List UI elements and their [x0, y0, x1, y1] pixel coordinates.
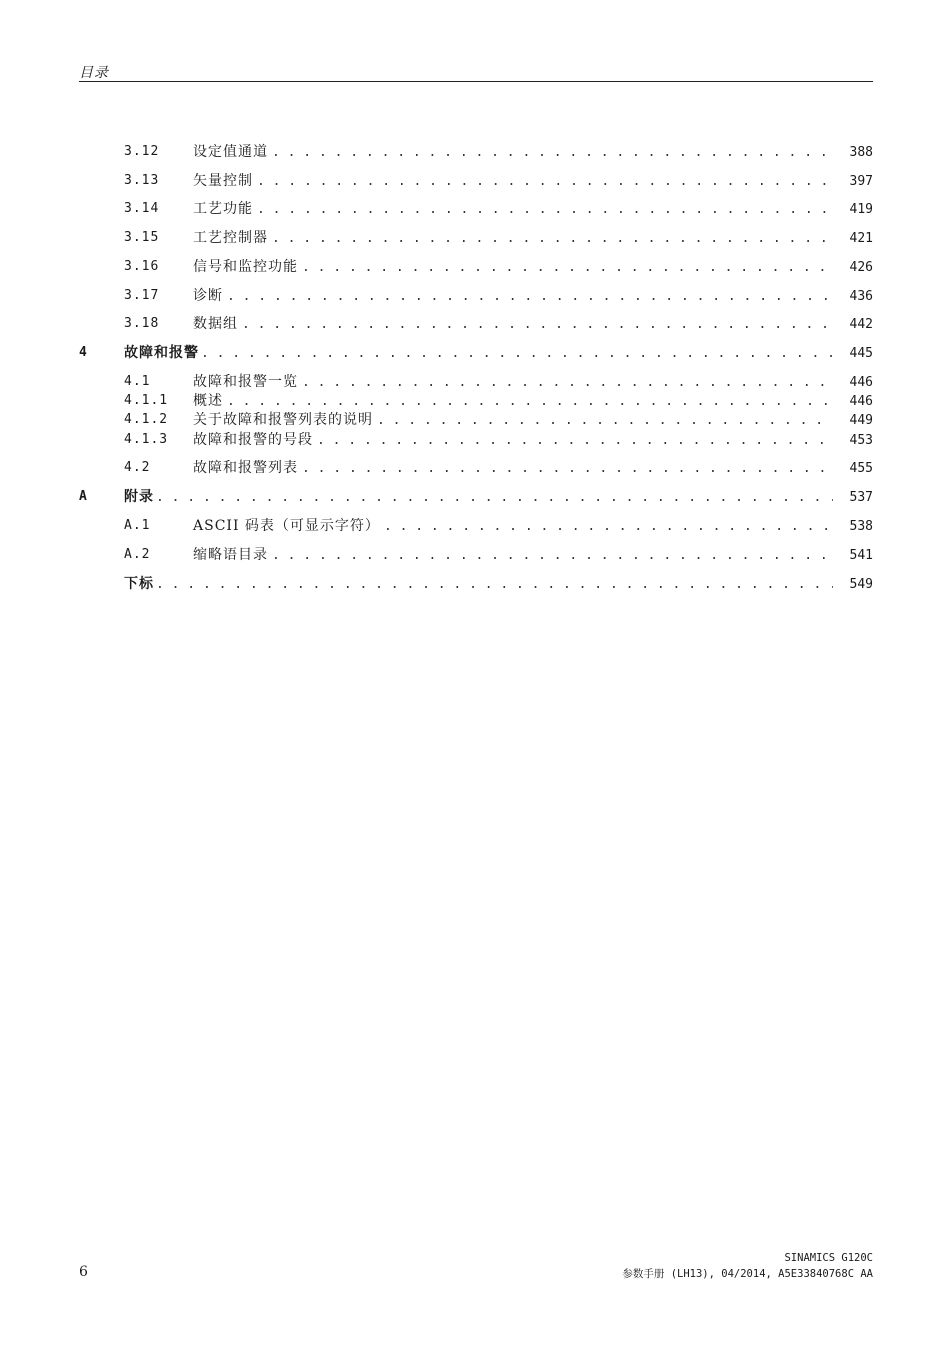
dot-leader — [302, 258, 833, 278]
dot-leader — [257, 172, 833, 192]
toc-entry-title: 设定值通道 — [193, 142, 272, 162]
toc-entry[interactable] — [79, 314, 873, 334]
toc-entry-page: 549 — [849, 577, 873, 592]
dot-leader — [302, 373, 833, 393]
toc-chapter-entry[interactable] — [79, 487, 873, 507]
toc-entry-page: 537 — [849, 490, 873, 505]
dot-leader — [156, 575, 833, 595]
toc-entry-number: 3.17 — [124, 288, 160, 303]
toc-index-title: 下标 — [124, 576, 154, 592]
toc-chapter-number: A — [79, 489, 88, 504]
dot-leader — [272, 143, 833, 163]
toc-entry-number: 3.16 — [124, 259, 160, 274]
toc-entry-number: 4.1.3 — [124, 432, 169, 447]
toc-entry-number: 3.14 — [124, 201, 160, 216]
dot-leader — [272, 229, 833, 249]
toc-entry-title: 信号和监控功能 — [193, 257, 302, 277]
toc-entry[interactable] — [79, 458, 873, 478]
toc-entry-number: A.1 — [124, 518, 151, 533]
toc-entry-title: 工艺功能 — [193, 199, 257, 219]
toc-entry-page: 388 — [849, 145, 873, 160]
toc-entry-number: 3.13 — [124, 173, 160, 188]
toc-entry[interactable] — [79, 410, 873, 430]
dot-leader — [201, 344, 833, 364]
toc-entry-page: 541 — [849, 548, 873, 563]
toc-entry-page: 445 — [849, 346, 873, 361]
footer-document-info — [622, 1250, 873, 1282]
toc-entry-page: 436 — [849, 289, 873, 304]
dot-leader — [227, 287, 833, 307]
dot-leader — [384, 517, 833, 537]
toc-entry-number: 4.1.1 — [124, 393, 169, 408]
toc-entry-title: ASCII 码表（可显示字符） — [193, 516, 384, 536]
dot-leader — [272, 546, 833, 566]
toc-entry-page: 446 — [849, 394, 873, 409]
toc-entry-page: 453 — [849, 433, 873, 448]
page-header — [79, 61, 873, 82]
toc-entry[interactable] — [79, 142, 873, 162]
toc-entry[interactable] — [79, 391, 873, 411]
toc-entry-title: 诊断 — [193, 286, 227, 306]
toc-entry-number: 4.1.2 — [124, 412, 169, 427]
toc-entry[interactable] — [79, 199, 873, 219]
toc-entry-number: 4.1 — [124, 374, 151, 389]
toc-index-entry[interactable] — [79, 574, 873, 594]
toc-entry-page: 446 — [849, 375, 873, 390]
toc-entry[interactable] — [79, 430, 873, 450]
toc-chapter-title: 附录 — [124, 489, 154, 505]
toc-entry-page: 426 — [849, 260, 873, 275]
toc-chapter-number: 4 — [79, 345, 88, 360]
toc-entry-page: 449 — [849, 413, 873, 428]
dot-leader — [302, 459, 833, 479]
dot-leader — [227, 392, 833, 412]
toc-entry-page: 538 — [849, 519, 873, 534]
toc-entry[interactable] — [79, 228, 873, 248]
toc-entry-page: 442 — [849, 317, 873, 332]
toc-chapter-title: 故障和报警 — [124, 345, 199, 361]
dot-leader — [156, 488, 833, 508]
dot-leader — [377, 411, 833, 431]
toc-chapter-entry[interactable] — [79, 343, 873, 363]
toc-entry-title: 故障和报警的号段 — [193, 430, 317, 450]
toc-entry-title: 工艺控制器 — [193, 228, 272, 248]
toc-entry-page: 419 — [849, 202, 873, 217]
toc-entry[interactable] — [79, 171, 873, 191]
toc-entry-number: A.2 — [124, 547, 151, 562]
toc-entry[interactable] — [79, 257, 873, 277]
footer-product: SINAMICS G120C — [784, 1252, 873, 1264]
toc-entry[interactable] — [79, 286, 873, 306]
header-title: 目录 — [79, 65, 109, 81]
toc-entry-title: 数据组 — [193, 314, 242, 334]
dot-leader — [257, 200, 833, 220]
dot-leader — [317, 431, 833, 451]
toc-entry-number: 3.18 — [124, 316, 160, 331]
toc-entry-title: 缩略语目录 — [193, 545, 272, 565]
toc-entry-page: 455 — [849, 461, 873, 476]
dot-leader — [242, 315, 833, 335]
toc-entry-number: 4.2 — [124, 460, 151, 475]
toc-entry-page: 397 — [849, 174, 873, 189]
toc-entry-page: 421 — [849, 231, 873, 246]
footer-manual-info: 参数手册 (LH13), 04/2014, A5E33840768C AA — [622, 1268, 873, 1280]
toc-entry-title: 故障和报警列表 — [193, 458, 302, 478]
toc-entry[interactable] — [79, 516, 873, 536]
footer-page-number: 6 — [79, 1264, 88, 1280]
toc-entry[interactable] — [79, 372, 873, 392]
toc-entry-title: 故障和报警一览 — [193, 372, 302, 392]
toc-entry[interactable] — [79, 545, 873, 565]
toc-entry-title: 关于故障和报警列表的说明 — [193, 410, 377, 430]
toc-entry-number: 3.15 — [124, 230, 160, 245]
toc-entry-number: 3.12 — [124, 144, 160, 159]
toc-entry-title: 矢量控制 — [193, 171, 257, 191]
toc-entry-title: 概述 — [193, 391, 227, 411]
